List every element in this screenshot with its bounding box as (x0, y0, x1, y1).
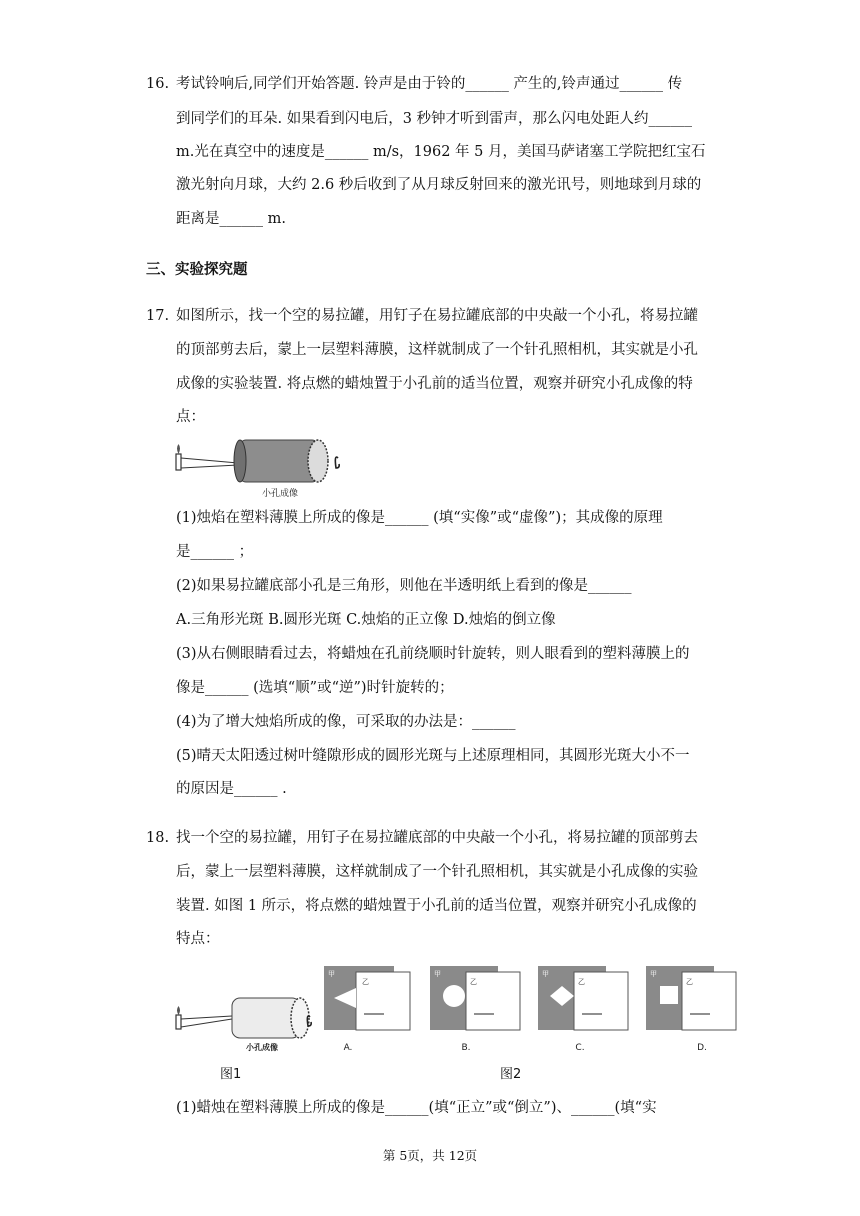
panel-mark-jia: 甲 (328, 970, 335, 978)
question-text-line: 到同学们的耳朵. 如果看到闪电后，3 秒钟才听到雷声，那么闪电处距人约______ (176, 111, 693, 127)
panel-mark-jia: 甲 (542, 970, 549, 978)
question-text-line: 成像的实验装置. 将点燃的蜡烛置于小孔前的适当位置，观察并研究小孔成像的特 (176, 376, 693, 392)
figure-1-caption: 小孔成像 (246, 1043, 278, 1052)
panel-b (430, 966, 520, 1053)
panel-mark-jia: 甲 (650, 970, 657, 978)
sub-question-line: 的原因是______ . (176, 781, 287, 797)
figure-2-label: 图2 (500, 1067, 522, 1082)
figure-1-pinhole-camera (170, 995, 330, 1057)
question-text-line: m.光在真空中的速度是______ m/s，1962 年 5 月，美国马萨诸塞工学院把红宝石 (176, 144, 706, 160)
question-text-line: 点： (176, 409, 205, 425)
panel-mark-yi: 乙 (362, 978, 369, 986)
sub-question-line: (1)烛焰在塑料薄膜上所成的像是______ (填“实像”或“虚像”)；其成像的原理 (176, 510, 663, 526)
question-text-line: 特点： (176, 931, 220, 947)
figure-1-label: 图1 (220, 1067, 242, 1082)
question-text-line: 后，蒙上一层塑料薄膜，这样就制成了一个针孔照相机，其实就是小孔成像的实验 (176, 864, 698, 880)
pinhole-camera-figure (170, 432, 350, 502)
question-text-line: 的顶部剪去后，蒙上一层塑料薄膜，这样就制成了一个针孔照相机，其实就是小孔 (176, 342, 698, 358)
question-text-line: 距离是______ m. (176, 211, 286, 227)
question-text-line: 激光射向月球，大约 2.6 秒后收到了从月球反射回来的激光讯号，则地球到月球的 (176, 177, 702, 193)
panel-mark-jia: 甲 (434, 970, 441, 978)
section-title: 三、实验探究题 (146, 262, 248, 278)
option-label: A. (343, 1043, 353, 1053)
panel-d (646, 966, 736, 1053)
question-number: 18. (146, 830, 170, 846)
question-text-line: 找一个空的易拉罐，用钉子在易拉罐底部的中央敲一个小孔，将易拉罐的顶部剪去 (176, 830, 698, 846)
option-label: B. (461, 1043, 471, 1053)
figure-caption: 小孔成像 (261, 489, 299, 499)
panel-a (324, 966, 410, 1053)
sub-question-line: 是______ ； (176, 544, 254, 560)
sub-question-line: (1)蜡烛在塑料薄膜上所成的像是______(填“正立”或“倒立”)、______(填“实 (176, 1100, 657, 1116)
page-footer: 第 5页，共 12页 (382, 1148, 478, 1163)
figure-2-option-panels (320, 962, 740, 1058)
answer-options: A.三角形光斑 B.圆形光斑 C.烛焰的正立像 D.烛焰的倒立像 (176, 612, 556, 628)
sub-question-line: (4)为了增大烛焰所成的像，可采取的办法是：______ (176, 714, 516, 730)
panel-mark-yi: 乙 (470, 978, 477, 986)
question-text-line: 装置. 如图 1 所示，将点燃的蜡烛置于小孔前的适当位置，观察并研究小孔成像的 (176, 898, 697, 914)
option-label: D. (697, 1043, 707, 1053)
panel-c (538, 966, 628, 1053)
panel-mark-yi: 乙 (578, 978, 585, 986)
panel-mark-yi: 乙 (686, 978, 693, 986)
sub-question-line: (5)晴天太阳透过树叶缝隙形成的圆形光斑与上述原理相同，其圆形光斑大小不一 (176, 748, 690, 764)
sub-question-line: (3)从右侧眼睛看过去，将蜡烛在孔前绕顺时针旋转，则人眼看到的塑料薄膜上的 (176, 646, 690, 662)
sub-question-line: 像是______ (选填“顺”或“逆”)时针旋转的； (176, 680, 454, 696)
sub-question-line: (2)如果易拉罐底部小孔是三角形，则他在半透明纸上看到的像是______ (176, 578, 632, 594)
question-text-line: 如图所示，找一个空的易拉罐，用钉子在易拉罐底部的中央敲一个小孔，将易拉罐 (176, 308, 698, 324)
question-number: 17. (146, 308, 170, 324)
question-number: 16. (146, 76, 170, 92)
option-label: C. (575, 1043, 585, 1053)
question-text-line: 考试铃响后,同学们开始答题. 铃声是由于铃的______ 产生的,铃声通过______ 传 (176, 76, 683, 92)
